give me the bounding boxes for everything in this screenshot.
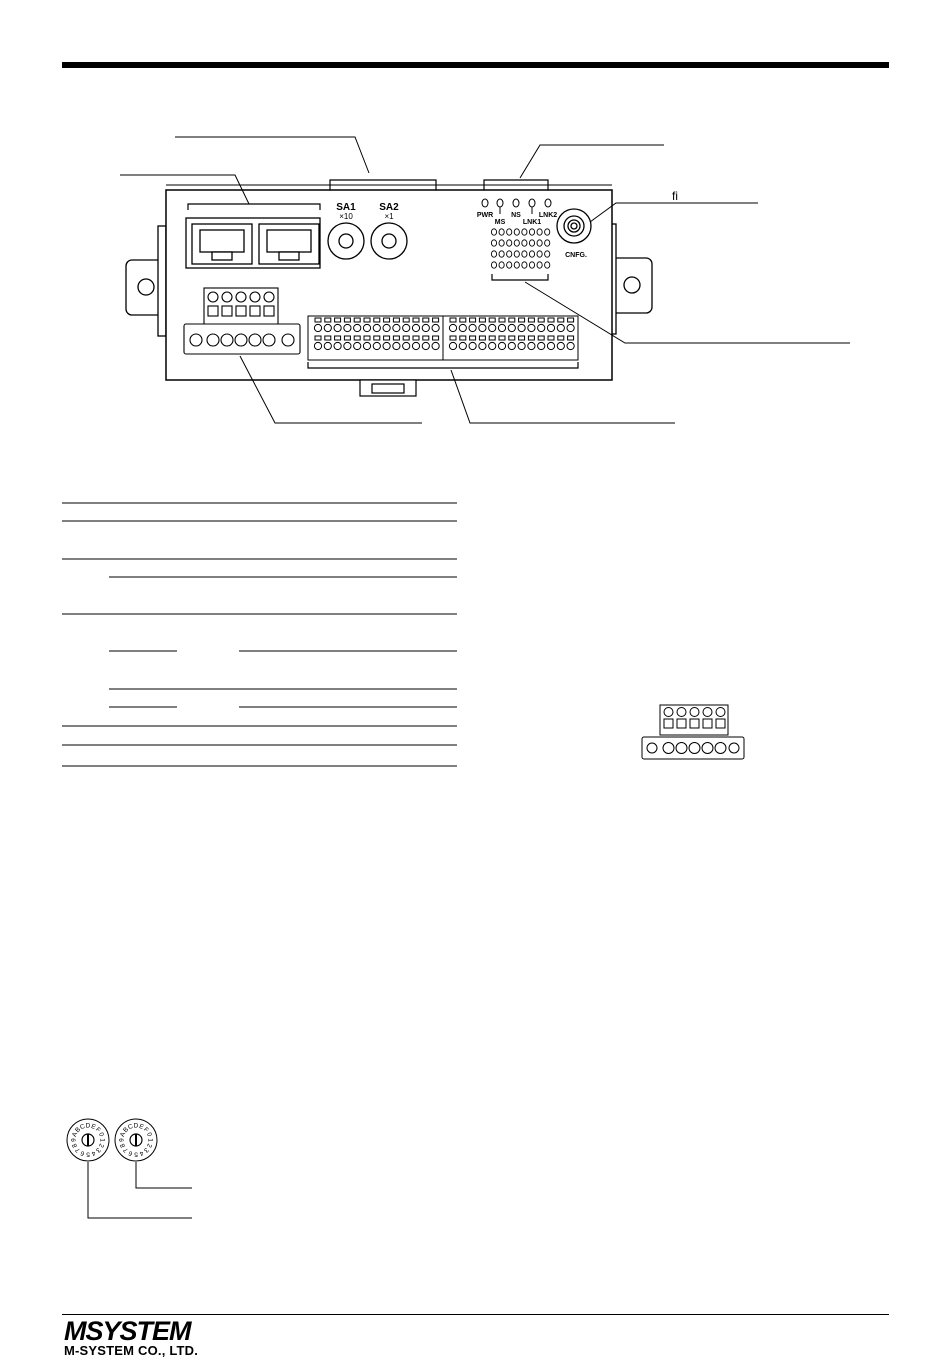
dial-digit: E bbox=[90, 1123, 97, 1132]
led-ms-label: MS bbox=[494, 219, 506, 226]
dial-digit: 0 bbox=[97, 1131, 105, 1138]
msystem-logo bbox=[64, 1318, 214, 1344]
footer-rule bbox=[62, 1314, 889, 1315]
logo-wordmark: MSYSTEM bbox=[64, 1318, 191, 1344]
dial-digit: 9 bbox=[118, 1138, 126, 1142]
dial-digit: B bbox=[122, 1126, 131, 1135]
dial-digit: 4 bbox=[90, 1149, 97, 1157]
dial-digit: 9 bbox=[70, 1138, 78, 1142]
dial-digit: D bbox=[85, 1122, 91, 1130]
dial-digit: 8 bbox=[71, 1142, 79, 1149]
dial-digit: 2 bbox=[97, 1142, 105, 1149]
dial-digit: 0 bbox=[145, 1131, 153, 1138]
dial-digit: 4 bbox=[138, 1149, 145, 1157]
dial-digit: 3 bbox=[142, 1146, 150, 1154]
company-name: M-SYSTEM CO., LTD. bbox=[64, 1343, 199, 1358]
sa1-label: SA1 bbox=[336, 202, 356, 213]
dial-digit: A bbox=[119, 1131, 128, 1138]
rotary-dial bbox=[67, 1119, 109, 1161]
dial-digit: 1 bbox=[146, 1138, 154, 1142]
dial-digit: 3 bbox=[94, 1146, 102, 1154]
dial-digit: C bbox=[79, 1122, 87, 1132]
dial-digit: 2 bbox=[145, 1142, 153, 1149]
cnfg-callout-glyph: ﬁ bbox=[672, 189, 678, 203]
dial-digit: 6 bbox=[79, 1149, 86, 1157]
led-pwr-label: PWR bbox=[476, 212, 494, 219]
dial-digit: 7 bbox=[74, 1146, 82, 1154]
dial-leader-lines bbox=[88, 1162, 192, 1218]
led-lnk1-label: LNK1 bbox=[522, 219, 542, 226]
sa2-label: SA2 bbox=[379, 202, 399, 213]
dial-digit: F bbox=[94, 1126, 102, 1134]
dial-digit: A bbox=[71, 1131, 80, 1138]
dial-digit: E bbox=[138, 1123, 145, 1132]
dial-digit: 6 bbox=[127, 1149, 134, 1157]
sa1-multiplier: ×10 bbox=[339, 212, 353, 221]
dial-digit: 1 bbox=[98, 1138, 106, 1142]
dial-digit: B bbox=[74, 1126, 83, 1135]
dial-digit: 7 bbox=[122, 1146, 130, 1154]
cnfg-label: CNFG. bbox=[565, 252, 587, 259]
rotary-switch-dials bbox=[67, 1119, 157, 1161]
dial-digit: D bbox=[133, 1122, 139, 1130]
sa2-multiplier: ×1 bbox=[384, 212, 394, 221]
dial-digit: F bbox=[142, 1126, 150, 1134]
led-lnk2-label: LNK2 bbox=[538, 212, 558, 219]
dial-digit: 8 bbox=[119, 1142, 127, 1149]
dial-digit: 5 bbox=[134, 1150, 138, 1158]
dial-digit: 5 bbox=[86, 1150, 90, 1158]
led-ns-label: NS bbox=[511, 212, 521, 219]
rotary-dial bbox=[115, 1119, 157, 1161]
dial-digit: C bbox=[127, 1122, 135, 1132]
